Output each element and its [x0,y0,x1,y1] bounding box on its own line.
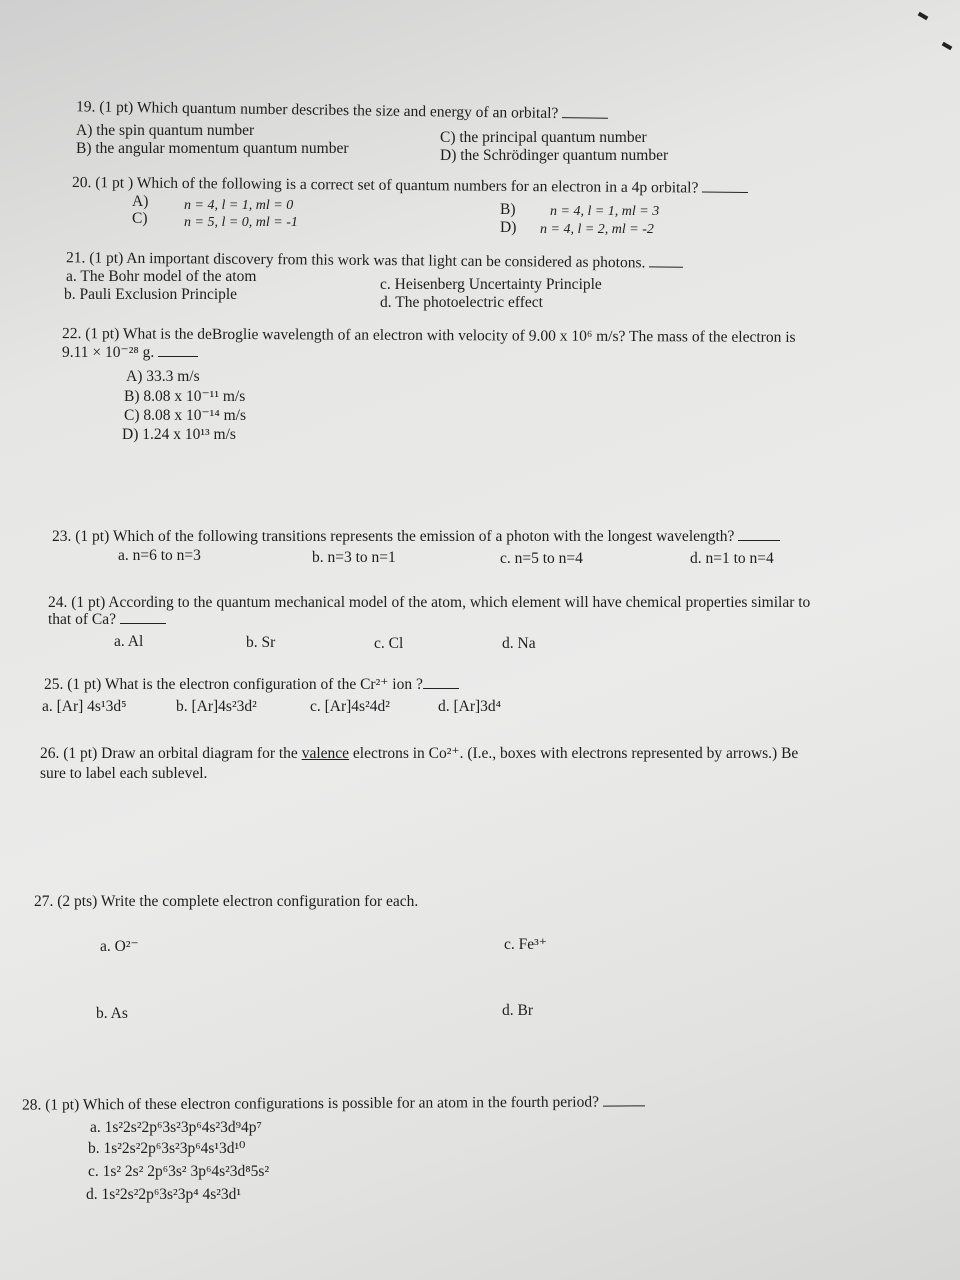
option-22-d: D) 1.24 x 10¹³ m/s [122,426,236,443]
option-25-d: d. [Ar]3d⁴ [438,698,502,715]
option-19-d: D) the Schrödinger quantum number [440,147,669,164]
question-26-stem: 26. (1 pt) Draw an orbital diagram for the valence electrons in Co²⁺. (I.e., boxes with electrons represented by arrows.) Be [40,745,799,762]
option-22-c: C) 8.08 x 10⁻¹⁴ m/s [124,407,247,424]
option-19-a: A) the spin quantum number [76,122,255,139]
answer-blank [158,344,198,357]
option-24-c: c. Cl [374,635,404,652]
option-22-b: B) 8.08 x 10⁻¹¹ m/s [124,388,246,405]
option-24-d: d. Na [502,635,536,652]
option-24-b: b. Sr [246,634,276,651]
question-22-stem: 22. (1 pt) What is the deBroglie wavelength of an electron with velocity of 9.00 x 10⁶ m/s? The mass of the electron is [61,325,796,346]
question-25-stem: 25. (1 pt) What is the electron configuration of the Cr²⁺ ion ? [44,676,459,694]
question-26-stem-cont: sure to label each sublevel. [40,765,208,782]
option-28-d: d. 1s²2s²2p⁶3s²3p⁴ 4s²3d¹ [86,1186,242,1203]
item-27-a: a. O²⁻ [100,938,139,955]
option-21-b: b. Pauli Exclusion Principle [64,286,238,303]
option-20-b: n = 4, l = 1, ml = 3 [550,204,660,219]
answer-blank [423,676,459,689]
question-23-stem: 23. (1 pt) Which of the following transitions represents the emission of a photon with the longest wavelength? [52,528,780,546]
question-22-stem-cont: 9.11 × 10⁻²⁸ g. [62,344,198,362]
edge-mark [918,12,929,20]
option-19-b: B) the angular momentum quantum number [76,140,349,157]
edge-mark [942,42,953,50]
option-25-c: c. [Ar]4s²4d² [310,698,390,715]
option-21-c: c. Heisenberg Uncertainty Principle [380,276,602,293]
answer-blank [562,105,608,119]
option-19-c: C) the principal quantum number [440,129,647,146]
answer-blank [649,254,683,267]
option-28-a: a. 1s²2s²2p⁶3s²3p⁶4s²3d⁹4p⁷ [90,1119,262,1136]
option-25-b: b. [Ar]4s²3d² [176,698,257,715]
item-27-b: b. As [96,1005,128,1022]
option-23-c: c. n=5 to n=4 [500,550,583,567]
option-20-a-label: A) [132,193,149,210]
question-19-stem: 19. (1 pt) Which quantum number describes the size and energy of an orbital? [76,98,608,123]
item-27-c: c. Fe³⁺ [504,936,547,953]
answer-blank [120,611,166,624]
option-22-a: A) 33.3 m/s [126,368,200,385]
option-23-d: d. n=1 to n=4 [690,550,774,567]
option-20-d: n = 4, l = 2, ml = -2 [540,222,654,237]
question-28-stem: 28. (1 pt) Which of these electron configurations is possible for an atom in the fourth period? [22,1093,645,1114]
option-20-c-label: C) [132,210,148,227]
answer-blank [603,1093,645,1106]
option-25-a: a. [Ar] 4s¹3d⁵ [42,698,127,715]
option-21-a: a. The Bohr model of the atom [66,268,257,285]
option-20-c: n = 5, l = 0, ml = -1 [184,215,298,230]
answer-blank [738,528,780,541]
answer-blank [702,180,748,193]
option-24-a: a. Al [114,633,144,650]
question-27-stem: 27. (2 pts) Write the complete electron configuration for each. [34,893,419,910]
underlined-term: valence [301,745,350,762]
option-20-b-label: B) [500,201,516,218]
question-24-stem: 24. (1 pt) According to the quantum mechanical model of the atom, which element will have chemical properties similar to [48,594,811,611]
option-20-d-label: D) [500,219,517,236]
option-28-c: c. 1s² 2s² 2p⁶3s² 3p⁶4s²3d⁸5s² [88,1163,270,1180]
question-21-stem: 21. (1 pt) An important discovery from this work was that light can be considered as photons. [66,249,683,272]
option-28-b: b. 1s²2s²2p⁶3s²3p⁶4s¹3d¹⁰ [88,1140,246,1157]
option-21-d: d. The photoelectric effect [380,294,543,311]
option-23-a: a. n=6 to n=3 [118,547,201,564]
question-24-stem-cont: that of Ca? [48,611,166,629]
option-23-b: b. n=3 to n=1 [312,549,396,566]
option-20-a: n = 4, l = 1, ml = 0 [184,198,294,213]
question-20-stem: 20. (1 pt ) Which of the following is a correct set of quantum numbers for an electron in a 4p orbital? [72,174,748,198]
item-27-d: d. Br [502,1002,533,1019]
